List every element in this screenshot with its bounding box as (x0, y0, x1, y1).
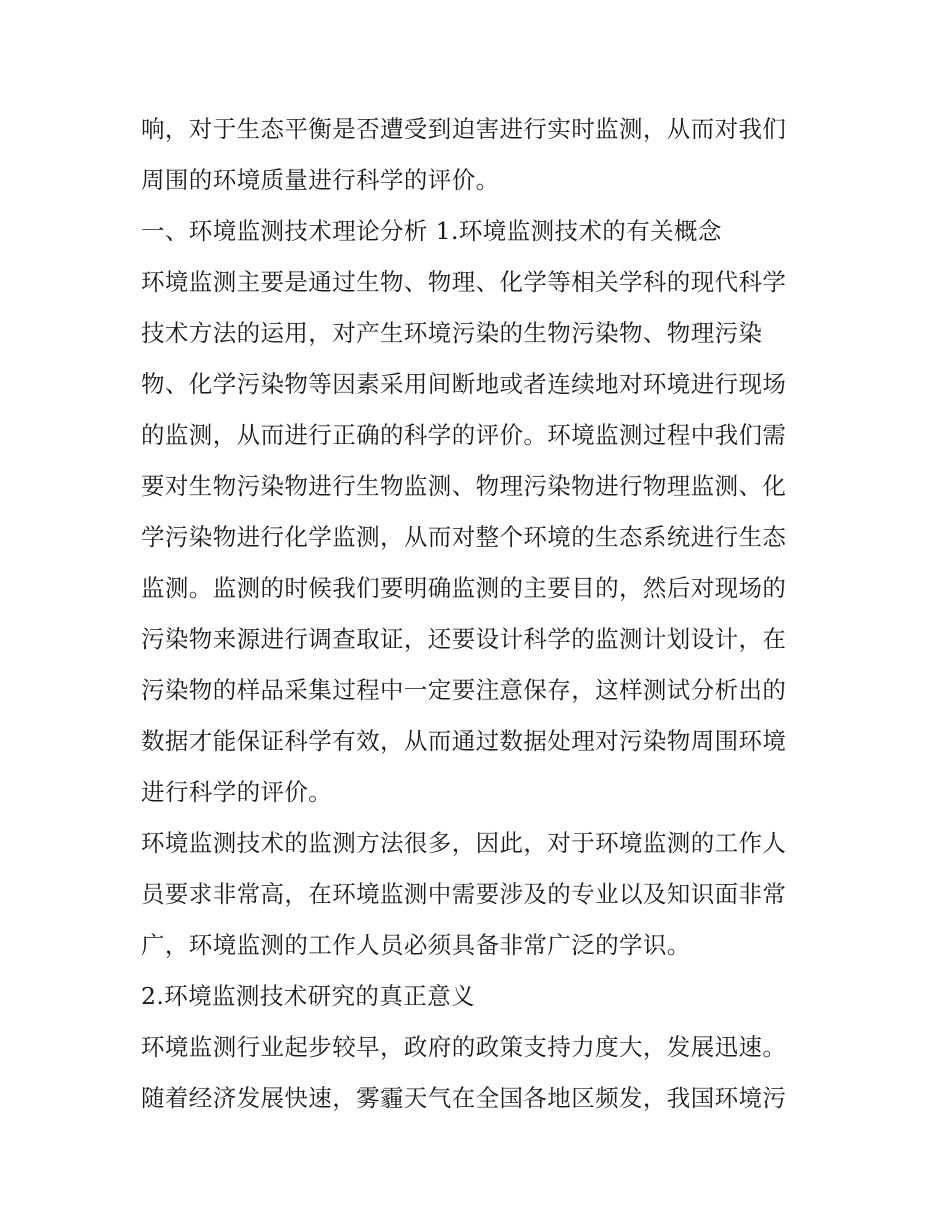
text-line: 进行科学的评价。 (141, 778, 333, 806)
text-line: 随着经济发展快速，雾霾天气在全国各地区频发，我国环境污 (141, 1084, 787, 1112)
text-line: 的监测，从而进行正确的科学的评价。环境监测过程中我们需 (141, 421, 787, 449)
text-line: 响，对于生态平衡是否遭受到迫害进行实时监测，从而对我们 (141, 115, 787, 143)
section-heading: 2.环境监测技术研究的真正意义 (141, 982, 475, 1010)
text-line: 环境监测行业起步较早，政府的政策支持力度大，发展迅速。 (141, 1033, 787, 1061)
text-line: 环境监测主要是通过生物、物理、化学等相关学科的现代科学 (141, 268, 787, 296)
text-line: 学污染物进行化学监测，从而对整个环境的生态系统进行生态 (141, 523, 787, 551)
text-line: 环境监测技术的监测方法很多，因此，对于环境监测的工作人 (141, 829, 787, 857)
text-line: 污染物来源进行调查取证，还要设计科学的监测计划设计，在 (141, 625, 787, 653)
text-line: 监测。监测的时候我们要明确监测的主要目的，然后对现场的 (141, 574, 787, 602)
text-line: 广，环境监测的工作人员必须具备非常广泛的学识。 (141, 931, 691, 959)
text-line: 员要求非常高，在环境监测中需要涉及的专业以及知识面非常 (141, 880, 787, 908)
text-line: 技术方法的运用，对产生环境污染的生物污染物、物理污染 (141, 319, 763, 347)
text-line: 数据才能保证科学有效，从而通过数据处理对污染物周围环境 (141, 727, 787, 755)
text-line: 物、化学污染物等因素采用间断地或者连续地对环境进行现场 (141, 370, 787, 398)
text-line: 污染物的样品采集过程中一定要注意保存，这样测试分析出的 (141, 676, 787, 704)
text-line: 周围的环境质量进行科学的评价。 (141, 166, 500, 194)
section-heading: 一、环境监测技术理论分析 1.环境监测技术的有关概念 (141, 217, 722, 245)
text-line: 要对生物污染物进行生物监测、物理污染物进行物理监测、化 (141, 472, 787, 500)
